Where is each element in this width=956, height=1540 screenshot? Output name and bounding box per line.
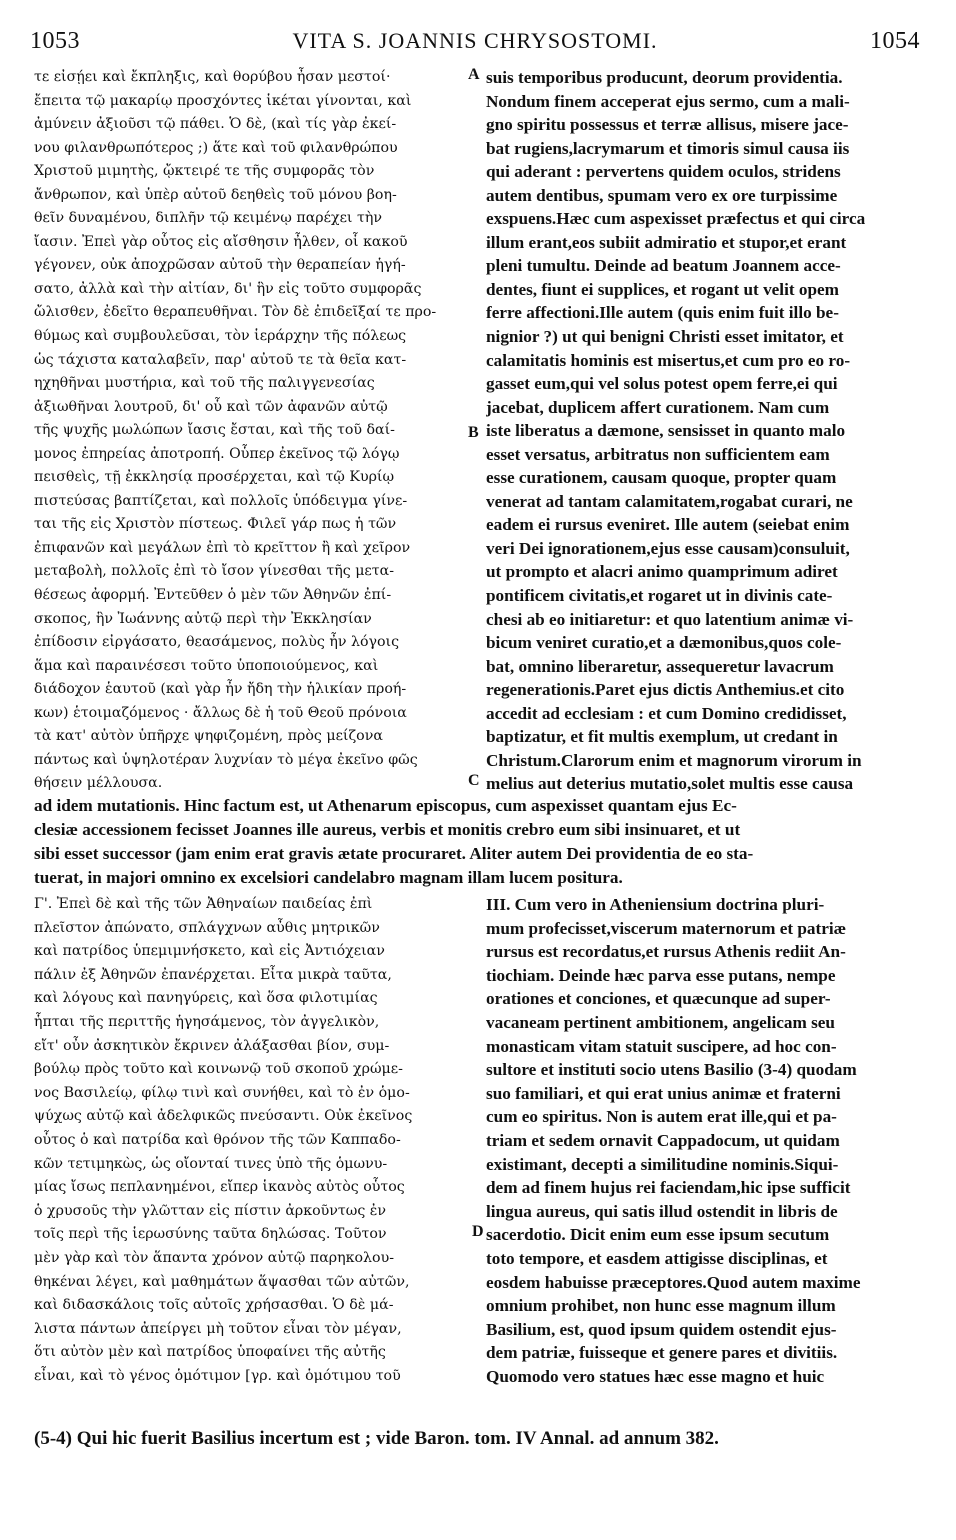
greek-text-line: κῶν τετιμηκὼς, ὡς οἴονταί τινες ὑπὸ τῆς ὁμωνυ- xyxy=(34,1155,388,1172)
latin-text-line: iste liberatus a dæmone, sensisset in quanto malo xyxy=(486,421,846,441)
greek-text-line: πλεῖστον ἀπώνατο, σπλάγχνων αὖθις μητρικῶν xyxy=(34,919,380,936)
greek-text-line: ἐπίδοσιν εἰργάσατο, θεασάμενος, πολὺς ἦν λόγοις xyxy=(34,634,400,651)
latin-text-line: lingua aureus, qui satis illud ostendit in libris de xyxy=(486,1201,838,1221)
latin-text-line: Basilium, est, quod ipsum quidem ostendit ejus- xyxy=(486,1319,837,1339)
latin-column-bottom xyxy=(486,893,926,1388)
greek-text-line: καὶ λόγους καὶ πανηγύρεις, καὶ ὅσα φιλοτιμίας xyxy=(34,990,378,1007)
greek-text-line: θέσεως ἀφορμή. Ἐντεῦθεν ὁ μὲν τῶν Ἀθηνῶν ἐπί- xyxy=(34,587,392,604)
greek-text-line: μὲν γὰρ καὶ τὸν ἅπαντα χρόνον αὐτῷ παρηκολου- xyxy=(34,1249,394,1266)
greek-text-line: ἄνθρωπον, καὶ ὑπὲρ αὐτοῦ δεηθεὶς τοῦ μόνου βοη- xyxy=(34,186,397,203)
page-number-right: 1054 xyxy=(870,28,920,54)
latin-text-line: nignior ?) ut qui benigni Christi esset imitator, et xyxy=(486,327,844,347)
latin-text-line: bat, omnino liberaretur, assequeretur lavacrum xyxy=(486,656,834,676)
latin-text-line: exspuens.Hæc cum aspexisset præfectus et qui circa xyxy=(486,209,866,229)
greek-text-line: εἶναι, καὶ τὸ γένος ὁμότιμον [γρ. καὶ ὁμότιμου τοῦ xyxy=(34,1367,401,1384)
margin-marker-c: C xyxy=(468,772,480,789)
latin-text-line: accedit ad ecclesiam : et cum Domino credidisset, xyxy=(486,703,847,723)
latin-text-line: rursus est recordatus,et rursus Athenis rediit An- xyxy=(486,942,846,962)
latin-text-line: III. Cum vero in Atheniensium doctrina pluri- xyxy=(486,895,825,914)
greek-text-line: νος Βασιλείῳ, φίλῳ τινὶ καὶ συνήθει, καὶ τὸ ἐν ὁμο- xyxy=(34,1084,410,1101)
latin-text-line: calamitatis hominis est misertus,et cum pro eo ro- xyxy=(486,350,851,370)
latin-text-line: ut prompto et alacri animo quamprimum adiret xyxy=(486,562,838,582)
latin-text-line: Nondum finem acceperat ejus sermo, cum a mali- xyxy=(486,91,850,111)
greek-text-line: πιστεύσας βαπτίζεται, καὶ πολλοῖς ὑπόδειγμα γίνε- xyxy=(34,492,408,509)
greek-text-line: οὗτος ὁ καὶ πατρίδα καὶ θρόνον τῆς τῶν Καππαδο- xyxy=(34,1131,401,1148)
page-header xyxy=(30,28,920,62)
margin-marker-d: D xyxy=(472,1223,484,1240)
greek-text-line: ὁ χρυσοῦς τὴν γλῶτταν εἰς πίστιν ἀρκοῦντως ἐν xyxy=(34,1202,387,1219)
latin-text-line: eadem ei rursus eveniret. Ille autem (seiebat enim xyxy=(486,515,850,535)
greek-text-line: λιστα πάντων ἀπείργει μὴ τοῦτον εἶναι τὸν μέγαν, xyxy=(34,1320,402,1337)
greek-text-line: σατο, ἀλλὰ καὶ τὴν αἰτίαν, δι' ἣν εἰς τοῦτο συμφορᾶς xyxy=(34,280,422,297)
latin-text-line: triam et sedem ornavit Cappadocum, ut quidam xyxy=(486,1130,840,1150)
latin-text-line: illum erant,eos subiit admiratio et stupor,et erant xyxy=(486,232,847,252)
greek-text-line: καὶ διδασκάλοις τοῖς αὐτοῖς χρήσασθαι. Ὁ δὲ μά- xyxy=(34,1297,394,1314)
latin-text-line: toto tempore, et easdem attigisse disciplinas, et xyxy=(486,1248,828,1268)
greek-text-line: ἴασιν. Ἐπεὶ γὰρ οὗτος εἰς αἴσθησιν ἦλθεν, οἷ κακοῦ xyxy=(34,233,408,250)
greek-text-line: ἧπται τῆς περιττῆς ἡγησάμενος, τὸν ἀγγελικὸν, xyxy=(34,1013,380,1030)
greek-text-line: πάντως καὶ ὑψηλοτέραν λυχνίαν τὸ μέγα ἐκεῖνο φῶς xyxy=(34,751,418,768)
latin-text-line: baptizatur, et fit multis exemplum, ut credant in xyxy=(486,727,838,747)
greek-text-line: θύμως καὶ συμβουλεῦσαι, τὸν ἱεράρχην τῆς πόλεως xyxy=(34,328,407,345)
latin-text-line: dem ad finem hujus rei faciendam,hic ipse sufficit xyxy=(486,1178,851,1198)
latin-text-line: mum profecisset,viscerum maternorum et patriæ xyxy=(486,918,847,938)
greek-text-line: βούλῳ πρὸς τοῦτο καὶ κοινωνῷ τοῦ σκοποῦ χρώμε- xyxy=(34,1061,403,1078)
greek-text-line: ται τῆς εἰς Χριστὸν πίστεως. Φιλεῖ γάρ πως ἡ τῶν xyxy=(34,516,397,533)
greek-text-line: ἐπιφανῶν καὶ μεγάλων ἐπὶ τὸ κρεῖττον ἢ καὶ χεῖρον xyxy=(34,539,411,556)
latin-text-line: omnium prohibet, non hunc esse magnum illum xyxy=(486,1296,836,1316)
latin-text-line: pontificem civitatis,et rogaret ut in divinis cate- xyxy=(486,586,833,606)
greek-text-line: σκοπος, ἣν Ἰωάννης αὐτῷ περὶ τὴν Ἐκκλησίαν xyxy=(34,610,372,627)
greek-text-line: Γ'. Ἐπεὶ δὲ καὶ τῆς τῶν Ἀθηναίων παιδείας ἐπὶ xyxy=(34,896,373,912)
greek-text-line: γέγονεν, οὐκ ἀποχρῶσαν αὐτοῦ τὴν θεραπείαν ἡγή- xyxy=(34,257,406,274)
greek-text-line: ηχηθῆναι μυστήρια, καὶ τοῦ τῆς παλιγγενεσίας xyxy=(34,375,375,392)
greek-text-line: πεισθεὶς, τῇ ἐκκλησίᾳ προσέρχεται, καὶ τῷ Κυρίῳ xyxy=(34,469,395,486)
latin-text-line: jacebat, duplicem affert curationem. Nam cum xyxy=(486,397,830,417)
latin-text-line: autem dentibus, spumam vero ex ore turpissime xyxy=(486,185,838,205)
margin-marker-b: B xyxy=(468,424,479,441)
greek-text-line: διάδοχον ἑαυτοῦ (καὶ γὰρ ἦν ἤδη τὴν ἡλικίαν προή- xyxy=(34,681,407,698)
greek-text-line: ὤλισθεν, ἐδεῖτο θεραπευθῆναι. Τὸν δὲ ἐπιδεῖξαί τε προ- xyxy=(34,304,437,321)
greek-column-top xyxy=(34,66,464,796)
greek-text-line: θήσειν μέλλουσα. xyxy=(34,775,163,792)
greek-text-line: μονος ἐπηρείας ἀποτροπή. Οὗπερ ἐκεῖνος τῷ λόγῳ xyxy=(34,445,400,462)
latin-text-line: pleni tumultu. Deinde ad beatum Joannem acce- xyxy=(486,256,841,276)
latin-text-line: Quomodo vero statues hæc esse magno et huic xyxy=(486,1366,825,1386)
greek-text-line: τε εἰσῄει καὶ ἔκπληξις, καὶ θορύβου ἦσαν μεστοί· xyxy=(34,69,391,85)
latin-text-line: venerat ad tantam calamitatem,rogabat curari, ne xyxy=(486,491,853,511)
latin-text-line: vacaneam pertinent ambitionem, angelicam seu xyxy=(486,1012,835,1032)
latin-text-line: veri Dei ignorationem,ejus esse causam)consuluit, xyxy=(486,538,850,558)
greek-text-line: τῆς ψυχῆς μωλώπων ἴασις ἔσται, καὶ τῆς τοῦ δαί- xyxy=(34,422,395,439)
full-width-text-line: tuerat, in majori omnino ex excelsiori candelabro magnam illam lucem positura. xyxy=(34,868,623,887)
latin-text-line: bicum veniret curatio,et a dæmonibus,quos cole- xyxy=(486,633,842,653)
full-width-text-line: clesiæ accessionem fecisset Joannes ille aureus, verbis et monitis crebro eum sibi insinuaret, et ut xyxy=(34,820,741,839)
latin-text-line: regenerationis.Paret ejus dictis Anthemius.et cito xyxy=(486,680,845,700)
greek-text-line: ὅτι αὐτὸν μὲν καὶ πατρίδος ὑποφαίνει τῆς αὐτῆς xyxy=(34,1344,386,1361)
latin-text-line: sacerdotio. Dicit enim eum esse ipsum secutum xyxy=(486,1225,830,1245)
greek-text-line: Χριστοῦ μιμητὴς, ᾤκτειρέ τε τῆς συμφορᾶς τὸν xyxy=(34,163,375,180)
greek-text-line: εἴτ' οὖν ἀσκητικὸν ἔκρινεν ἀλάξασθαι βίον, συμ- xyxy=(34,1037,390,1054)
latin-text-line: eosdem habuisse præceptores.Quod autem maxime xyxy=(486,1272,861,1292)
footnote: (5-4) Qui hic fuerit Basilius incertum est ; vide Baron. tom. IV Annal. ad annum 382. xyxy=(34,1428,719,1449)
greek-column-bottom xyxy=(34,893,464,1388)
greek-text-line: νου φιλανθρωπότερος ;) ἅτε καὶ τοῦ φιλανθρώπου xyxy=(34,139,398,156)
greek-text-line: μεταβολὴ, πολλοῖς ἐπὶ τὸ ἴσον γίνεσθαι τῆς μετα- xyxy=(34,563,394,580)
latin-text-line: qui aderant : pervertens quidem oculos, stridens xyxy=(486,162,841,182)
latin-text-line: gno spiritu possessus et terræ allisus, misere jace- xyxy=(486,115,849,135)
greek-text-line: τοῖς περὶ τῆς ἱερωσύνης ταῦτα δηλώσας. Τοῦτον xyxy=(34,1226,387,1243)
latin-text-line: sultore et instituti socio utens Basilio (3-4) quodam xyxy=(486,1060,857,1080)
greek-text-line: καὶ πατρίδος ὑπεμιμνήσκετο, καὶ εἰς Ἀντιόχειαν xyxy=(34,943,385,960)
latin-text-line: suo familiari, et qui erat unius animæ et fraterni xyxy=(486,1083,841,1103)
greek-text-line: θεῖν δυναμένου, διπλῆν τῷ κειμένῳ παρέχει τὴν xyxy=(34,210,382,227)
latin-text-line: chesi ab eo initiaretur: et quo latentium animæ vi- xyxy=(486,609,854,629)
latin-text-line: monasticam vitam statuit suscipere, ad hoc con- xyxy=(486,1036,837,1056)
latin-text-line: melius aut deterius mutatio,solet multis esse causa xyxy=(486,774,854,794)
full-width-paragraph xyxy=(34,794,926,890)
latin-text-line: esset versatus, arbitratus non sufficientem eam xyxy=(486,444,830,464)
greek-text-line: πάλιν ἐξ Ἀθηνῶν ἐπανέρχεται. Εἶτα μικρὰ ταῦτα, xyxy=(34,966,392,983)
margin-marker-a: A xyxy=(468,66,480,83)
latin-text-line: ferre affectioni.Ille autem (quis enim fuit illo be- xyxy=(486,303,839,323)
full-width-text-line: sibi esset successor (jam enim erat gravis ætate procuraret. Aliter autem Dei providentia de eo sta- xyxy=(34,844,754,863)
latin-text-line: orationes et conciones, et quæcunque ad super- xyxy=(486,989,831,1009)
latin-column-top xyxy=(486,66,926,796)
latin-text-line: tiochiam. Deinde hæc parva esse putans, nempe xyxy=(486,965,836,985)
greek-text-line: ψύχως αὐτῷ καὶ ἀδελφικῶς πνεύσαντι. Οὐκ ἐκεῖνος xyxy=(34,1108,413,1125)
latin-text-line: gasset eum,qui vel solus potest opem ferre,ei qui xyxy=(486,374,838,394)
greek-text-line: ἔπειτα τῷ μακαρίῳ προσχόντες ἱκέται γίνονται, καὶ xyxy=(34,92,412,109)
greek-text-line: θηκέναι λέγει, καὶ μαθημάτων ἅψασθαι τῶν αὐτῶν, xyxy=(34,1273,410,1290)
running-title: VITA S. JOANNIS CHRYSOSTOMI. xyxy=(292,28,658,53)
latin-text-line: Christum.Clarorum enim et magnorum virorum in xyxy=(486,750,862,770)
greek-text-line: ἀξιωθῆναι λουτροῦ, δι' οὗ καὶ τῶν ἀφανῶν αὐτῷ xyxy=(34,398,388,415)
latin-text-line: suis temporibus producunt, deorum providentia. xyxy=(486,68,843,87)
latin-text-line: dentes, fiunt ei supplices, et rogant ut velit opem xyxy=(486,279,839,299)
latin-text-line: dem patriæ, fuisseque et genere pares et divitiis. xyxy=(486,1343,838,1363)
greek-text-line: ἅμα καὶ παραινέσεσι τοῦτο ὑποποιούμενος, καὶ xyxy=(34,657,379,674)
greek-text-line: τὰ κατ' αὐτὸν ὑπῆρχε ψηφιζομένη, πρὸς μείζονα xyxy=(34,728,383,745)
greek-text-line: ὡς τάχιστα καταλαβεῖν, παρ' αὐτοῦ τε τὰ θεῖα κατ- xyxy=(34,351,407,368)
greek-text-line: κων) ἑτοιμαζόμενος · ἄλλως δὲ ἡ τοῦ Θεοῦ πρόνοια xyxy=(34,704,407,721)
page-number-left: 1053 xyxy=(30,28,80,54)
latin-text-line: cum eo spiritus. Non is autem erat ille,qui et pa- xyxy=(486,1107,837,1127)
latin-text-line: esse curationem, causam quoque, propter quam xyxy=(486,468,837,488)
greek-text-line: ἀμύνειν ἀξιοῦσι τῷ πάθει. Ὁ δὲ, (καὶ τίς γὰρ ἐκεί- xyxy=(34,116,397,133)
full-width-text-line: ad idem mutationis. Hinc factum est, ut Athenarum episcopus, cum aspexisset quantam ejus Ec- xyxy=(34,796,737,815)
latin-text-line: bat rugiens,lacrymarum et timoris simul causa iis xyxy=(486,138,850,158)
latin-text-line: existimant, decepti a similitudine nominis.Siqui- xyxy=(486,1154,839,1174)
greek-text-line: μίας ἴσως πεπλανημένοι, εἴπερ ἱκανὸς αὐτὸς οὗτος xyxy=(34,1179,405,1196)
